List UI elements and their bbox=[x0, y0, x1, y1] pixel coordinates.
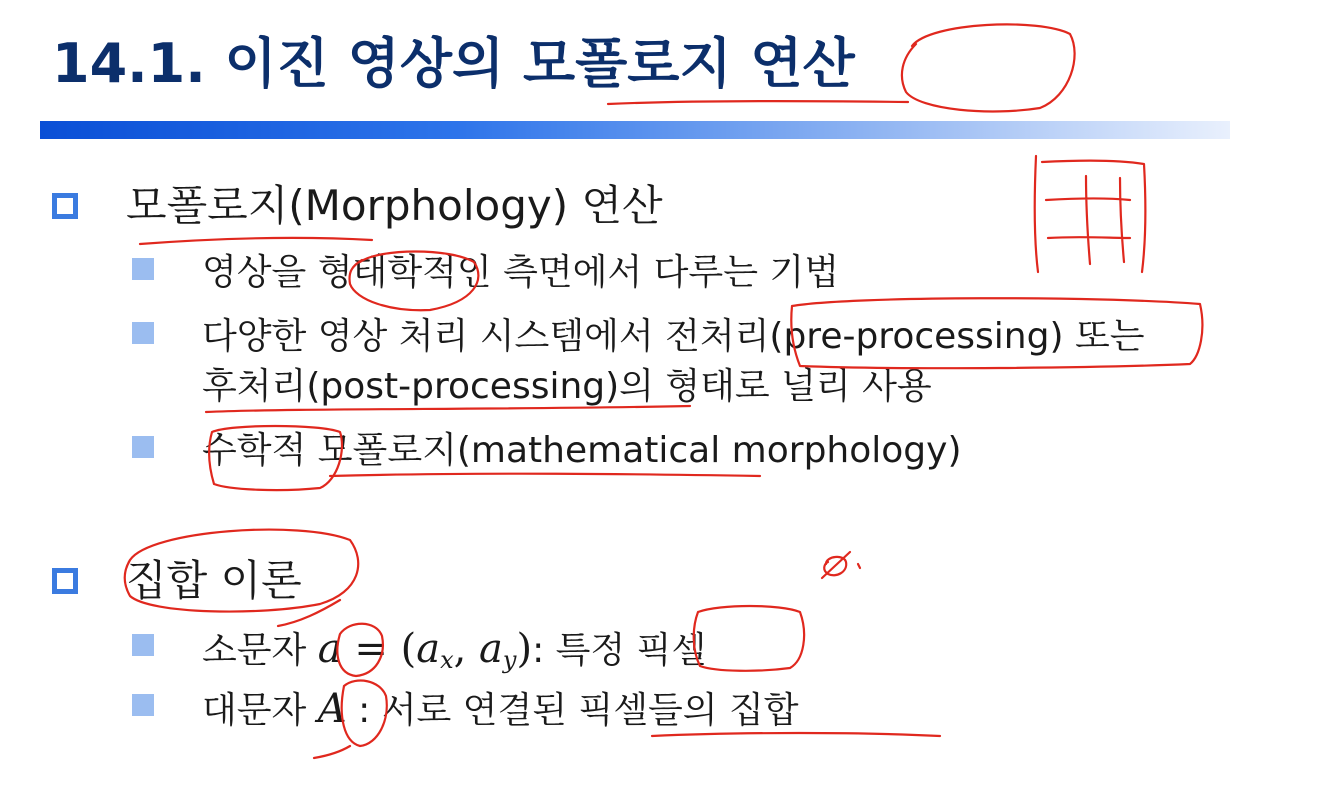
bullet-text: 영상을 형태학적인 측면에서 다루는 기법 bbox=[202, 252, 839, 293]
bullet-item bbox=[132, 312, 1145, 362]
bullet-prefix: 소문자 bbox=[202, 630, 318, 671]
section-bullet-square-icon bbox=[52, 193, 78, 219]
sub-bullet-square-icon bbox=[132, 694, 154, 716]
sub-bullet-square-icon bbox=[132, 258, 154, 280]
bullet-item-uppercase bbox=[132, 684, 799, 736]
section-set-theory bbox=[52, 553, 302, 609]
math-eq: = ( bbox=[341, 626, 417, 672]
bullet-text: 수학적 모폴로지(mathematical morphology) bbox=[202, 430, 962, 471]
section-morphology bbox=[52, 178, 663, 234]
annotation-heading-underline bbox=[140, 238, 372, 244]
bullet-prefix: 대문자 bbox=[202, 690, 318, 731]
sub-bullet-square-icon bbox=[132, 322, 154, 344]
math-comma: , bbox=[453, 626, 480, 672]
bullet-text: 후처리(post-processing)의 형태로 널리 사용 bbox=[202, 366, 932, 407]
section-heading-set-theory: 집합 이론 bbox=[126, 556, 302, 605]
math-pixel-notation bbox=[318, 626, 532, 672]
math-close: ) bbox=[516, 626, 533, 672]
bullet-item bbox=[132, 248, 839, 298]
title-accent-bar bbox=[40, 121, 1230, 139]
math-subscript: x bbox=[440, 646, 454, 674]
section-bullet-square-icon bbox=[52, 568, 78, 594]
annotation-grid-doodle bbox=[1035, 156, 1146, 272]
math-var: a bbox=[416, 626, 441, 672]
sub-bullet-square-icon bbox=[132, 436, 154, 458]
annotation-title-circle bbox=[902, 24, 1075, 111]
bullet-continuation bbox=[202, 362, 932, 412]
sub-bullet-square-icon bbox=[132, 634, 154, 656]
bullet-text bbox=[202, 624, 706, 676]
bullet-suffix: : 서로 연결된 픽셀들의 집합 bbox=[346, 690, 799, 731]
bullet-text: 다양한 영상 처리 시스템에서 전처리(pre-processing) 또는 bbox=[202, 316, 1145, 357]
annotation-circle-pixel bbox=[694, 606, 804, 671]
math-var: a bbox=[479, 626, 503, 672]
math-subscript: y bbox=[502, 646, 517, 674]
math-var: a bbox=[317, 626, 342, 672]
bullet-text bbox=[202, 684, 799, 736]
section-heading-morphology: 모폴로지(Morphology) 연산 bbox=[126, 181, 663, 230]
math-var: A bbox=[317, 686, 347, 732]
annotation-title-underline bbox=[608, 101, 908, 104]
bullet-item bbox=[132, 426, 962, 476]
annotation-empty-set-mark bbox=[822, 552, 860, 578]
slide-title: 14.1. 이진 영상의 모폴로지 연산 bbox=[52, 32, 855, 95]
bullet-suffix: : 특정 픽셀 bbox=[532, 630, 707, 671]
bullet-item-lowercase bbox=[132, 624, 706, 676]
